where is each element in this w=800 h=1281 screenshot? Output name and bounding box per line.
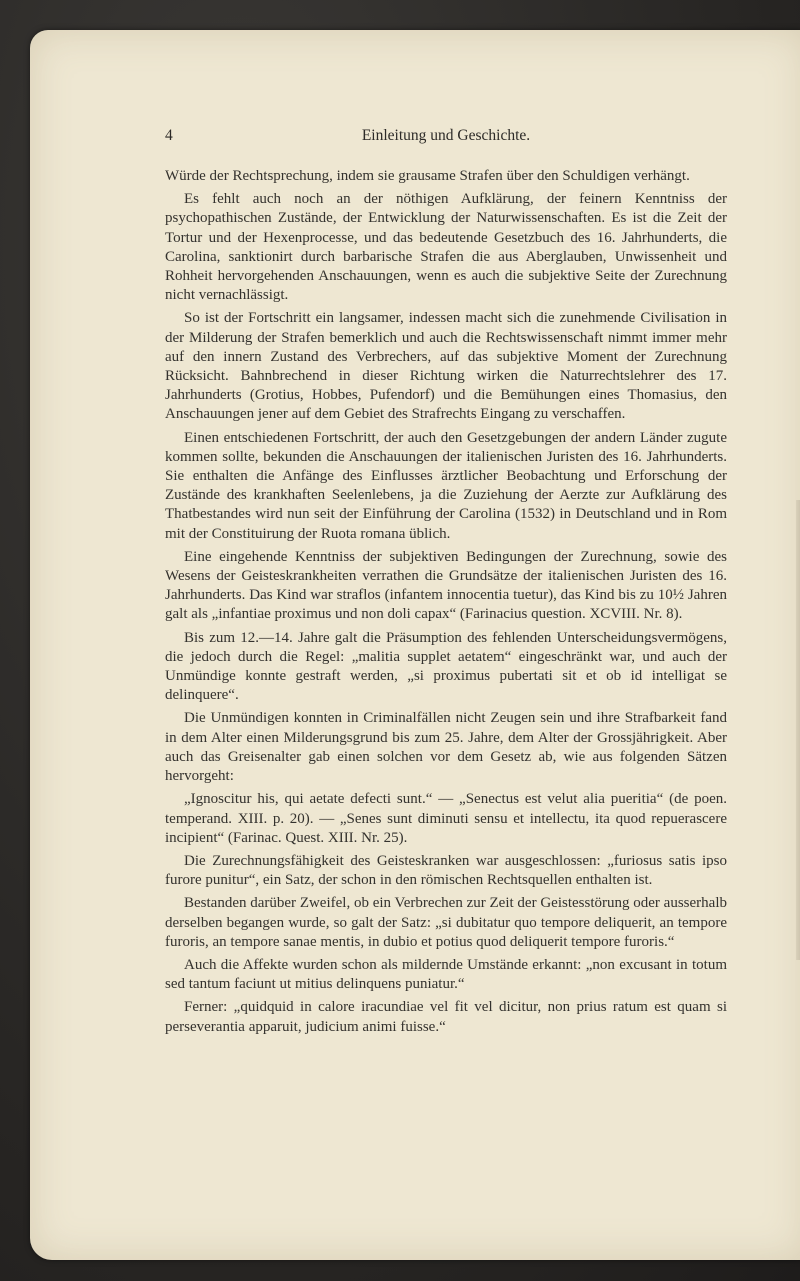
running-title: Einleitung und Geschichte.	[361, 127, 531, 144]
paragraph-10: Bestanden darüber Zweifel, ob ein Verbrechen zur Zeit der Geistesstörung oder ausserhalb derselben begangen wurde, so galt der Satz: „si dubitatur quo tempore deliquerit, an tempore furoris, an tempore sanae mentis, in dubio et potius quod deliquerit tempore furoris.“	[165, 895, 727, 950]
paragraph-8: „Ignoscitur his, qui aetate defecti sunt.“ — „Senectus est velut alia pueritia“ (de poen. temperand. XIII. p. 20). — „Senes sunt diminuti sensu et intellectu, ita quod repuerascere incipient“ (Farinac. Quest. XIII. Nr. 25).	[165, 791, 727, 846]
page-number: 4	[165, 127, 173, 144]
paragraph-7: Die Unmündigen konnten in Criminalfällen nicht Zeugen sein und ihre Strafbarkeit fand in dem Alter einen Milderungsgrund bis zum 25. Jahre, dem Alter der Grossjährigkeit. Aber auch das Greisenalter gab einen solchen vor dem Gesetz ab, wie aus folgenden Sätzen hervorgeht:	[165, 710, 727, 785]
page-edge-shadow	[796, 500, 800, 960]
paragraph-12: Ferner: „quidquid in calore iracundiae vel fit vel dicitur, non prius ratum est quam si perseverantia apparuit, judicium animi fuisse.“	[165, 999, 727, 1035]
paragraph-9: Die Zurechnungsfähigkeit des Geisteskranken war ausgeschlossen: „furiosus satis ipso furore punitur“, ein Satz, der schon in den römischen Rechtsquellen enthalten ist.	[165, 852, 727, 889]
paragraph-5: Eine eingehende Kenntniss der subjektiven Bedingungen der Zurechnung, sowie des Wesens der Geisteskrankheiten verrathen die Grundsätze der italienischen Juristen des 16. Jahrhunderts. Das Kind war straflos (infantem innocentia tuetur), das Kind bis zu 10½ Jahren galt als „infantiae proximus und non doli capax“ (Farinacius question. XCVIII. Nr. 8).	[165, 548, 727, 623]
paragraph-3: So ist der Fortschritt ein langsamer, indessen macht sich die zunehmende Civilisation in der Milderung der Strafen bemerklich und auch die Rechtswissenschaft nimmt immer mehr auf den innern Zustand des Verbrechers, auf das subjektive Moment der Zurechnung Rücksicht. Bahnbrechend in dieser Richtung wirken die Naturrechtslehrer des 17. Jahrhunderts (Grotius, Hobbes, Pufendorf) und die Bemühungen eines Thomasius, den Anschauungen jener auf dem Gebiet des Strafrechts Eingang zu verschaffen.	[165, 310, 727, 423]
page-header	[165, 127, 727, 153]
paragraph-4: Einen entschiedenen Fortschritt, der auch den Gesetzgebungen der andern Länder zugute kommen sollte, bekunden die Anschauungen der italienischen Juristen des 16. Jahrhunderts. Sie enthalten die Anfänge des Einflusses ärztlicher Beobachtung und Erforschung der Zustände des krankhaften Seelenlebens, ja die Zuziehung der Aerzte zur Aufklärung des Thatbestandes wird nun seit der Einführung der Carolina (1532) in Deutschland und in Rom mit der Constituirung der Ruota romana üblich.	[165, 429, 727, 542]
paragraph-11: Auch die Affekte wurden schon als mildernde Umstände erkannt: „non excusant in totum sed tantum faciunt ut mitius delinquens puniatur.“	[165, 956, 727, 993]
paragraph-1: Würde der Rechtsprechung, indem sie grausame Strafen über den Schuldigen verhängt.	[165, 168, 690, 184]
paragraph-2: Es fehlt auch noch an der nöthigen Aufklärung, der feinern Kenntniss der psychopathischen Zustände, der Entwicklung der Naturwissenschaften. Es ist die Zeit der Tortur und der Hexenprocesse, und das bedeutende Gesetzbuch des 16. Jahrhunderts, die Carolina, sanktionirt durch barbarische Strafen die aus Aberglauben, Unwissenheit und Rohheit hervorgehenden Anschauungen, wenn es auch die subjektive Seite der Zurechnung nicht vernachlässigt.	[165, 191, 727, 304]
body-text	[165, 167, 727, 1041]
paragraph-6: Bis zum 12.—14. Jahre galt die Präsumption des fehlenden Unterscheidungsvermögens, die jedoch durch die Regel: „malitia supplet aetatem“ eingeschränkt war, und auch der Unmündige konnte gestraft werden, „si proximus pubertati sit et ob id intelligat se delinquere“.	[165, 629, 727, 704]
